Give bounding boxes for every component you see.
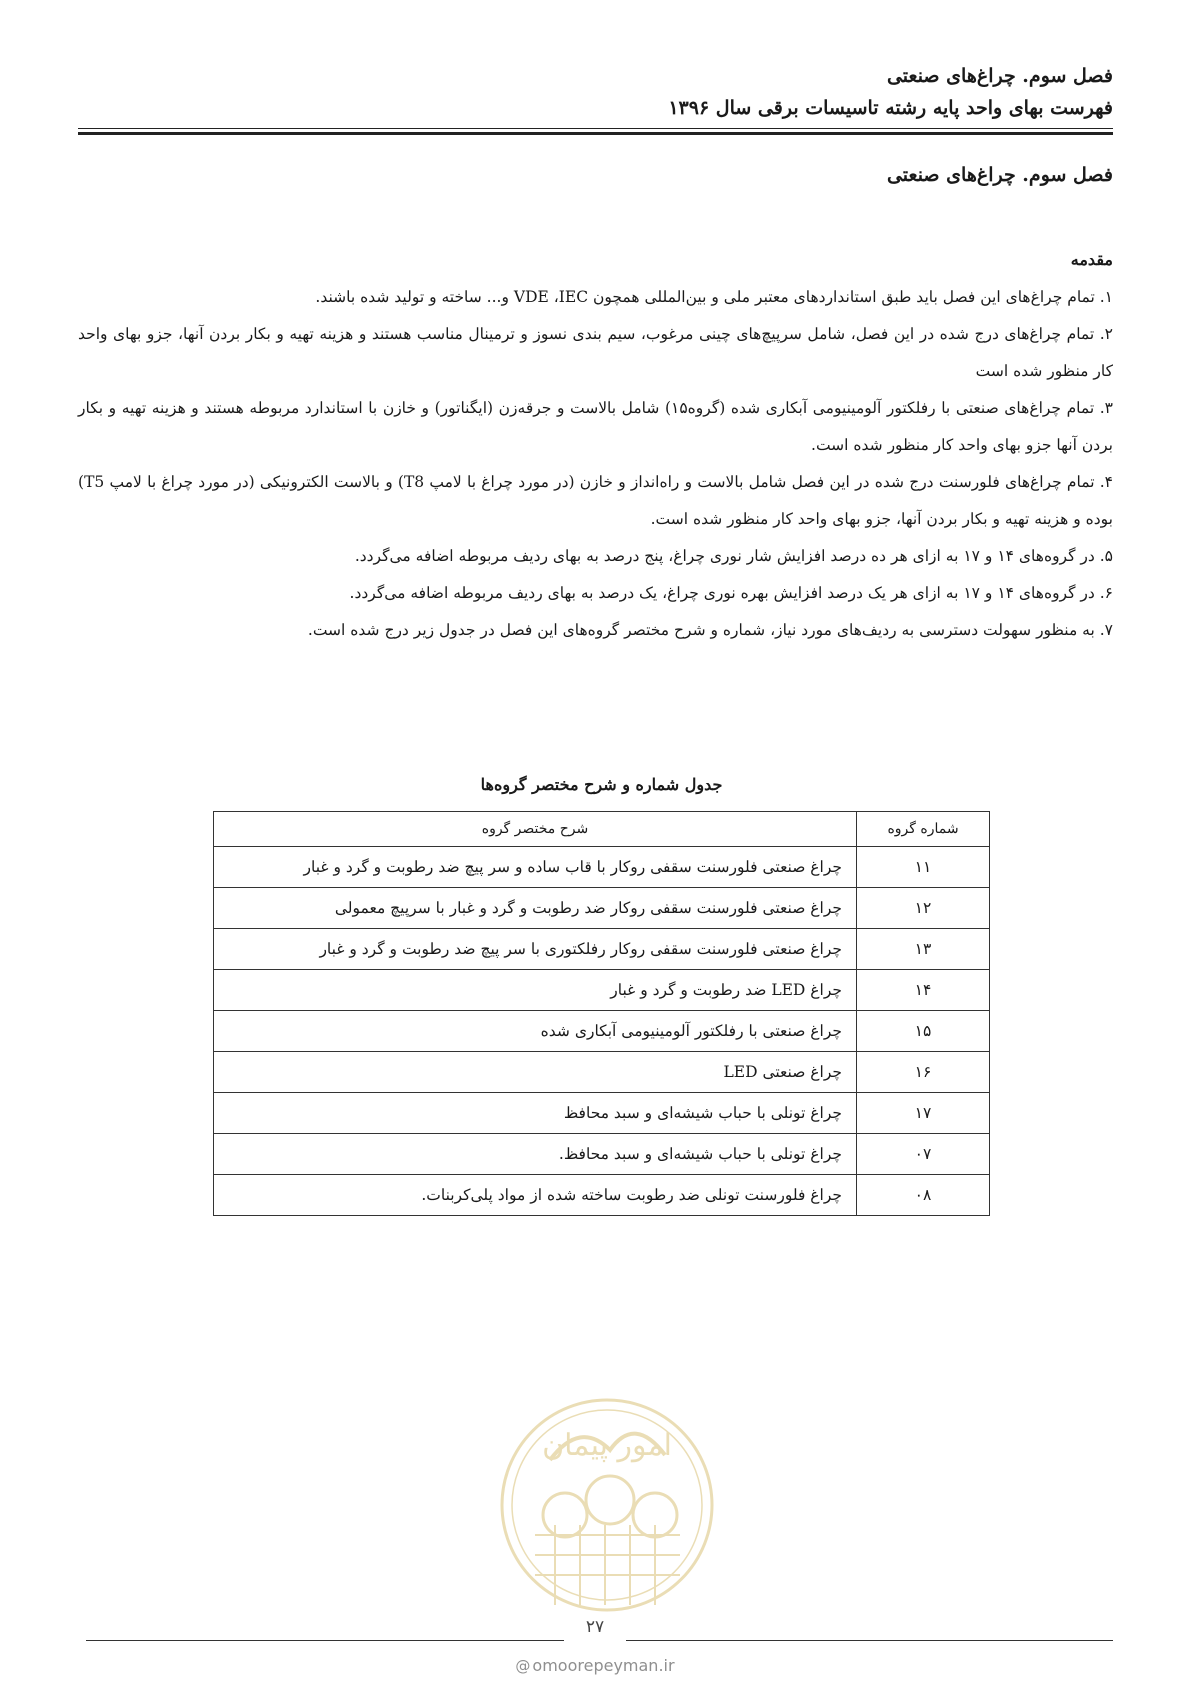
page-header [78,60,1113,124]
group-description: چراغ صنعتی فلورسنت سقفی روکار با قاب ساده و سر پیچ ضد رطوبت و گرد و غبار [214,847,857,888]
header-divider-thick [78,132,1113,135]
header-chapter: فصل سوم. چراغ‌های صنعتی [886,65,1113,87]
intro-paragraph: ۴. تمام چراغ‌های فلورسنت درج شده در این فصل شامل بالاست و راه‌انداز و خازن (در مورد چراغ با لامپ T8) و بالاست الکترونیکی (در مورد چراغ با لامپ T5) بوده و هزینه تهیه و بکار بردن آنها، جزو بهای واحد کار منظور شده است. [78,473,1113,528]
groups-table [213,811,990,1216]
group-number: ۱۲ [857,888,990,929]
table-row [214,929,990,970]
group-number: ۰۸ [857,1175,990,1216]
group-number: ۱۳ [857,929,990,970]
intro-paragraph: ۳. تمام چراغ‌های صنعتی با رفلکتور آلومینیومی آبکاری شده (گروه۱۵) شامل بالاست و جرقه‌زن (ایگناتور) و خازن با استاندارد مربوطه هستند و هزینه تهیه و بکار بردن آنها جزو بهای واحد کار منظور شده است. [78,399,1113,454]
footer-site-text: omoorepeyman.ir [532,1656,675,1675]
group-number: ۱۷ [857,1093,990,1134]
group-description: چراغ صنعتی LED [214,1052,857,1093]
intro-paragraph: ۷. به منظور سهولت دسترسی به ردیف‌های مورد نیاز، شماره و شرح مختصر گروه‌های این فصل در جدول زیر درج شده است. [307,621,1113,639]
intro-paragraph: ۵. در گروه‌های ۱۴ و ۱۷ به ازای هر ده درصد افزایش شار نوری چراغ، پنج درصد به بهای ردیف مربوطه اضافه می‌گردد. [354,547,1113,565]
group-description: چراغ LED ضد رطوبت و گرد و غبار [214,970,857,1011]
table-row [214,1134,990,1175]
group-number: ۱۱ [857,847,990,888]
table-row [214,1011,990,1052]
group-number: ۰۷ [857,1134,990,1175]
footer-website [480,1656,710,1675]
intro-paragraph: ۲. تمام چراغ‌های درج شده در این فصل، شامل سرپیچ‌های چینی مرغوب، سیم بندی نسوز و ترمینال مناسب هستند و هزینه تهیه و بکار بردن آنها، جزو بهای واحد کار منظور شده است [78,325,1113,380]
header-list-title: فهرست بهای واحد پایه رشته تاسیسات برقی سال ۱۳۹۶ [668,97,1113,119]
watermark-logo [495,1385,720,1635]
group-description: چراغ صنعتی فلورسنت سقفی روکار ضد رطوبت و گرد و غبار با سرپیچ معمولی [214,888,857,929]
group-number: ۱۶ [857,1052,990,1093]
table-row [214,1093,990,1134]
table-header-row [214,812,990,847]
column-header-description: شرح مختصر گروه [214,812,857,847]
at-icon: @ [515,1657,531,1675]
table-row [214,1175,990,1216]
column-header-group-number: شماره گروه [857,812,990,847]
table-caption: جدول شماره و شرح مختصر گروه‌ها [480,775,723,794]
header-divider-thin [78,128,1113,129]
watermark-text: امور پیمان [542,1428,672,1463]
table-row [214,847,990,888]
group-number: ۱۵ [857,1011,990,1052]
intro-paragraph: ۱. تمام چراغ‌های این فصل باید طبق استانداردهای معتبر ملی و بین‌المللی همچون VDE ،IEC و... ساخته و تولید شده باشند. [315,288,1113,306]
group-description: چراغ صنعتی فلورسنت سقفی روکار رفلکتوری با سر پیچ ضد رطوبت و گرد و غبار [214,929,857,970]
group-description: چراغ فلورسنت تونلی ضد رطوبت ساخته شده از مواد پلی‌کربنات. [214,1175,857,1216]
footer-divider-right [626,1640,1113,1641]
group-number: ۱۴ [857,970,990,1011]
footer-divider-left [86,1640,564,1641]
table-row [214,1052,990,1093]
table-row [214,888,990,929]
intro-heading: مقدمه [1070,250,1113,269]
chapter-title: فصل سوم. چراغ‌های صنعتی [886,164,1113,186]
group-description: چراغ تونلی با حباب شیشه‌ای و سبد محافظ. [214,1134,857,1175]
group-description: چراغ تونلی با حباب شیشه‌ای و سبد محافظ [214,1093,857,1134]
table-row [214,970,990,1011]
page-number: ۲۷ [585,1617,605,1637]
intro-section [78,250,1113,649]
group-description: چراغ صنعتی با رفلکتور آلومینیومی آبکاری شده [214,1011,857,1052]
intro-paragraph: ۶. در گروه‌های ۱۴ و ۱۷ به ازای هر یک درصد افزایش بهره نوری چراغ، یک درصد به بهای ردیف مربوطه اضافه می‌گردد. [349,584,1113,602]
